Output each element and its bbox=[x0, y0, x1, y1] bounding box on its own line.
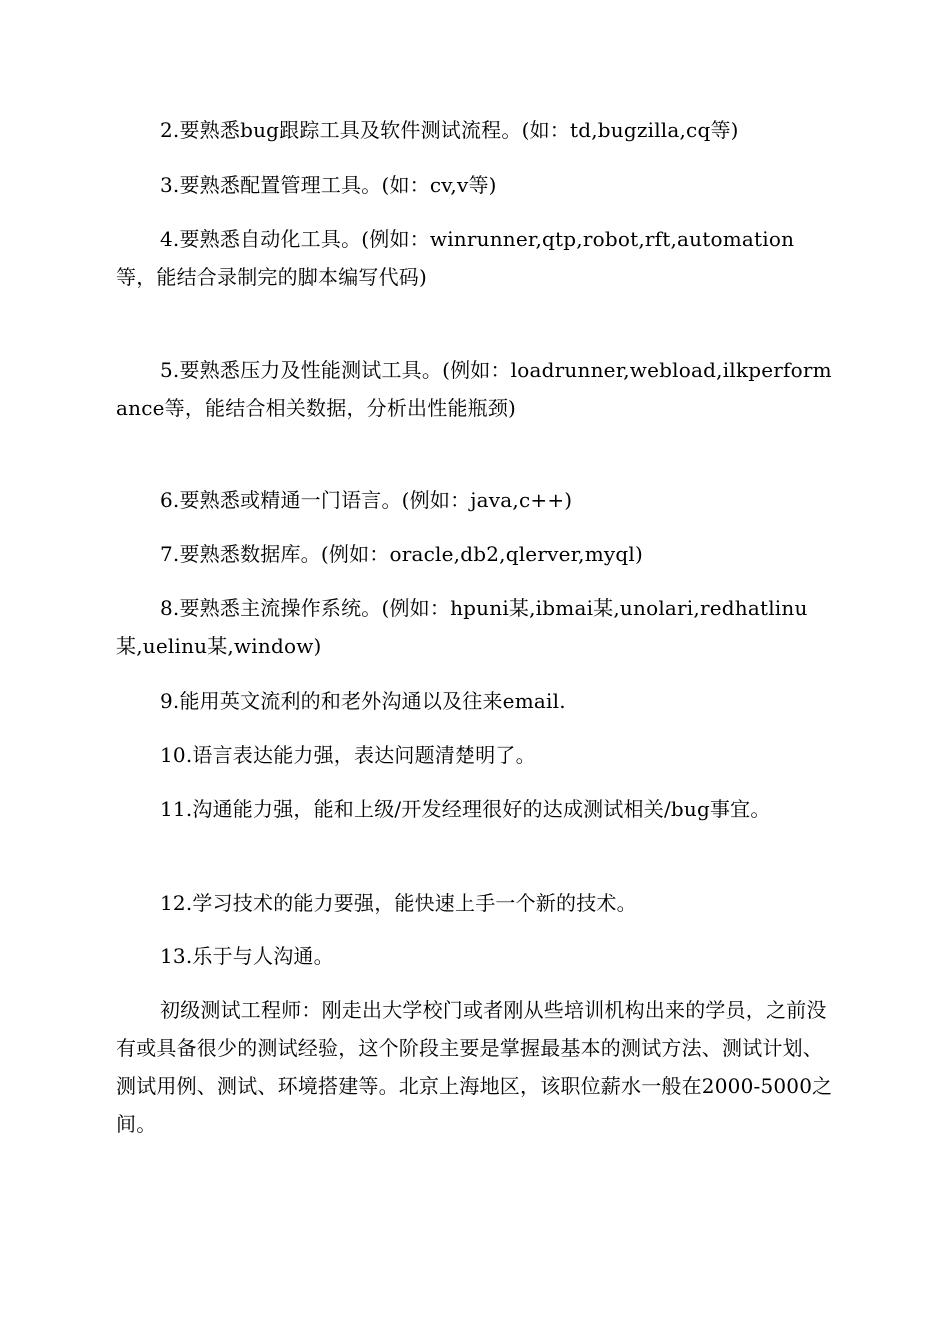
paragraph-requirement-9: 9.能用英文流利的和老外沟通以及往来email. bbox=[160, 689, 566, 713]
paragraph-requirement-13: 13.乐于与人沟通。 bbox=[160, 944, 334, 968]
paragraph-requirement-7: 7.要熟悉数据库。(例如：oracle,db2,qlerver,myql) bbox=[160, 542, 644, 566]
paragraph-requirement-2: 2.要熟悉bug跟踪工具及软件测试流程。(如：td,bugzilla,cq等) bbox=[160, 118, 739, 142]
paragraph-requirement-12: 12.学习技术的能力要强，能快速上手一个新的技术。 bbox=[160, 891, 637, 915]
paragraph-requirement-8: 8.要熟悉主流操作系统。(例如：hpuni某,ibmai某,unolari,redhatlinu某,uelinu某,window) bbox=[116, 596, 808, 658]
paragraph-requirement-6: 6.要熟悉或精通一门语言。(例如：java,c++) bbox=[160, 488, 573, 512]
paragraph-requirement-11: 11.沟通能力强，能和上级/开发经理很好的达成测试相关/bug事宜。 bbox=[160, 797, 771, 821]
paragraph-requirement-4: 4.要熟悉自动化工具。(例如：winrunner,qtp,robot,rft,automation等，能结合录制完的脚本编写代码) bbox=[116, 227, 795, 289]
paragraph-requirement-10: 10.语言表达能力强，表达问题清楚明了。 bbox=[160, 743, 536, 767]
paragraph-requirement-5: 5.要熟悉压力及性能测试工具。(例如：loadrunner,webload,ilkperformance等，能结合相关数据，分析出性能瓶颈) bbox=[116, 358, 832, 420]
paragraph-requirement-3: 3.要熟悉配置管理工具。(如：cv,v等) bbox=[160, 173, 497, 197]
paragraph-junior-test-engineer: 初级测试工程师：刚走出大学校门或者刚从些培训机构出来的学员，之前没有或具备很少的测试经验，这个阶段主要是掌握最基本的测试方法、测试计划、测试用例、测试、环境搭建等。北京上海地区，该职位薪水一般在2000-5000之间。 bbox=[116, 998, 833, 1136]
